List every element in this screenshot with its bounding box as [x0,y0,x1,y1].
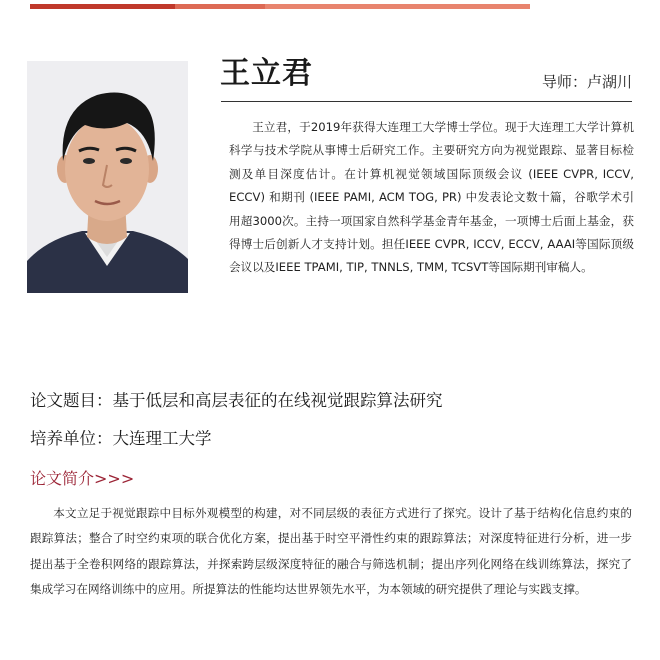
thesis-title: 论文题目：基于低层和高层表征的在线视觉跟踪算法研究 [30,391,443,410]
advisor-label: 导师：卢湖川 [541,73,632,91]
accent-bar-segment-mid [175,4,265,9]
accent-bar-segment-dark [30,4,175,9]
portrait-photo [27,61,188,293]
person-name: 王立君 [220,56,313,91]
thesis-intro-heading: 论文简介>>> [30,469,135,488]
top-accent-bar [30,4,530,9]
training-unit: 培养单位：大连理工大学 [30,429,212,448]
portrait-illustration [27,61,188,293]
accent-bar-segment-light [265,4,530,9]
thesis-intro-paragraph: 本文立足于视觉跟踪中目标外观模型的构建，对不同层级的表征方式进行了探究。设计了基于结构化信息约束的跟踪算法；整合了时空约束项的联合优化方案，提出基于时空平滑性约束的跟踪算法；对深度特征进行分析，进一步提出基于全卷积网络的跟踪算法，并探索跨层级深度特征的融合与筛选机制；提出序列化网络在线训练算法，探究了集成学习在网络训练中的应用。所提算法的性能均达世界领先水平，为本领域的研究提供了理论与实践支撑。 [30,506,632,597]
header-divider [221,101,632,102]
biography-paragraph: 王立君，于2019年获得大连理工大学博士学位。现于大连理工大学计算机科学与技术学院从事博士后研究工作。主要研究方向为视觉跟踪、显著目标检测及单目深度估计。在计算机视觉领域国际顶级会议 (IEEE CVPR, ICCV, ECCV) 和期刊 (IEEE PAMI, ACM TOG, PR) 中发表论文数十篇，谷歌学术引用超3000次。主持一项国家自然科学基金青年基金，一项博士后面上基金，获得博士后创新人才支持计划。担任IEEE CVPR, ICCV, ECCV, AAAI等国际顶级会议以及IEEE TPAMI, TIP, TNNLS, TMM, TCSVT等国际期刊审稿人。 [229,120,634,275]
